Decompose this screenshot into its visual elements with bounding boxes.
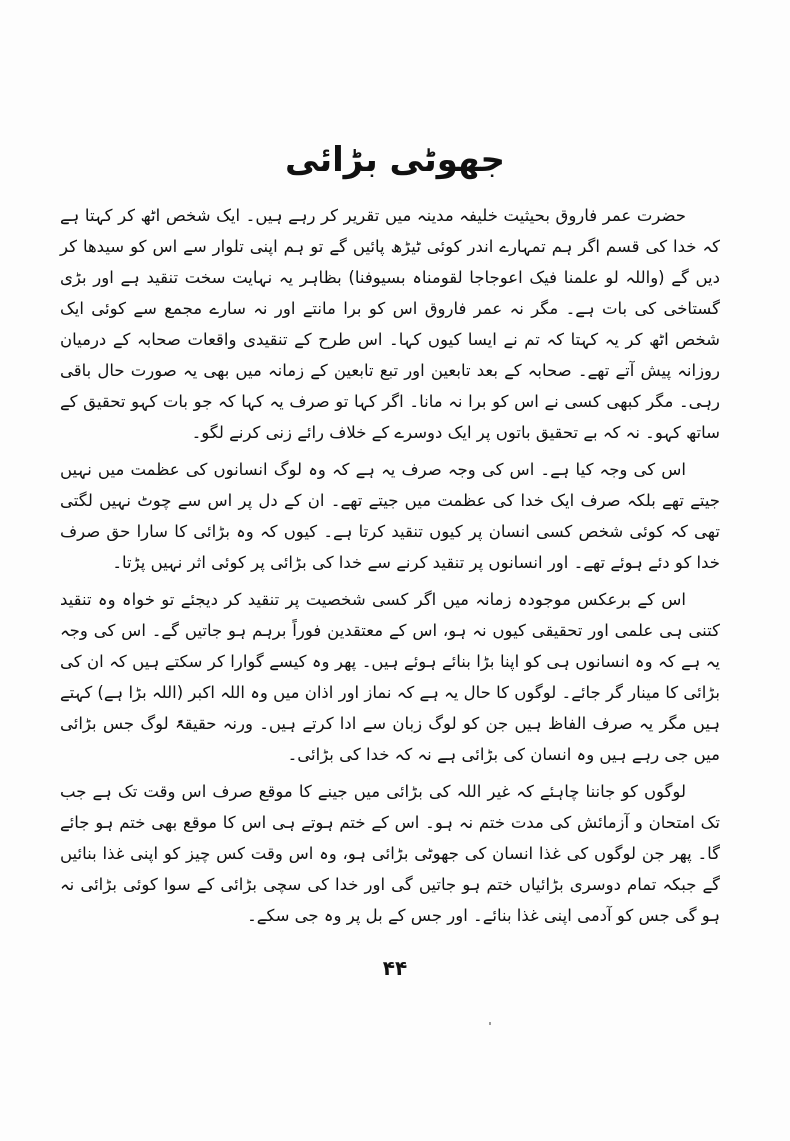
page-title: جھوٹی بڑائی — [284, 140, 505, 180]
paragraph: حضرت عمر فاروق بحیثیت خلیفہ مدینہ میں تقریر کر رہے ہیں۔ ایک شخص اٹھ کر کہتا ہے کہ خدا کی قسم اگر ہم تمہارے اندر کوئی ٹیڑھ پائیں گے تو ہم اپنی تلوار سے اس کو سیدھا کر دیں گے (واللہ لو علمنا فیک اعوجاجا لقومناہ بسیوفنا) بظاہر یہ نہایت سخت تنقید ہے اور بڑی گستاخی کی بات ہے۔ مگر نہ عمر فاروق اس کو برا مانتے اور نہ سارے مجمع سے کوئی ایک شخص اٹھ کر یہ کہتا کہ تم نے ایسا کیوں کہا۔ اس طرح کے تنقیدی واقعات صحابہ کے درمیان روزانہ پیش آتے تھے۔ صحابہ کے بعد تابعین اور تبع تابعین کے زمانہ میں بھی یہ صورت حال باقی رہی۔ مگر کبھی کسی نے اس کو برا نہ مانا۔ اگر کہا تو صرف یہ کہا کہ جو بات کہو تحقیق کے ساتھ کہو۔ نہ کہ بے تحقیق باتوں پر ایک دوسرے کے خلاف رائے زنی کرنے لگو۔ — [60, 206, 720, 442]
scan-speck — [489, 1022, 491, 1025]
paragraph: اس کی وجہ کیا ہے۔ اس کی وجہ صرف یہ ہے کہ وہ لوگ انسانوں کی عظمت میں نہیں جیتے تھے بلکہ صرف ایک خدا کی عظمت میں جیتے تھے۔ ان کے دل پر اس سے چوٹ نہیں لگتی تھی کہ کوئی شخص کسی انسان پر کیوں تنقید کرتا ہے۔ کیوں کہ وہ بڑائی کا سارا حق صرف خدا کو دئے ہوئے تھے۔ اور انسانوں پر تنقید کرنے سے خدا کی بڑائی پر کوئی اثر نہیں پڑتا۔ — [60, 460, 720, 572]
page-number: ۴۴ — [382, 956, 408, 980]
paragraph: اس کے برعکس موجودہ زمانہ میں اگر کسی شخصیت پر تنقید کر دیجئے تو خواہ وہ تنقید کتنی ہی علمی اور تحقیقی کیوں نہ ہو، اس کے معتقدین فوراً برہم ہو جاتیں گے۔ اس کی وجہ یہ ہے کہ وہ انسانوں ہی کو اپنا بڑا بنائے ہوئے ہیں۔ پھر وہ کیسے گوارا کر سکتے ہیں کہ ان کی بڑائی کا مینار گر جائے۔ لوگوں کا حال یہ ہے کہ نماز اور اذان میں وہ اللہ اکبر (اللہ بڑا ہے) کہتے ہیں مگر یہ صرف الفاظ ہیں جن کو لوگ زبان سے ادا کرتے ہیں۔ ورنہ حقیقۃً لوگ جس بڑائی میں جی رہے ہیں وہ انسان کی بڑائی ہے نہ کہ خدا کی بڑائی۔ — [60, 590, 720, 764]
article-body — [60, 200, 720, 937]
paragraph: لوگوں کو جاننا چاہئے کہ غیر اللہ کی بڑائی میں جینے کا موقع صرف اس وقت تک ہے جب تک امتحان و آزمائش کی مدت ختم نہ ہو۔ اس کے ختم ہوتے ہی اس کا موقع بھی ختم ہو جائے گا۔ پھر جن لوگوں کی غذا انسان کی جھوٹی بڑائی ہو، وہ اس وقت کس چیز کو اپنی غذا بنائیں گے جبکہ تمام دوسری بڑائیاں ختم ہو جاتیں گی اور خدا کی سچی بڑائی کے سوا کوئی بڑائی نہ ہو گی جس کو آدمی اپنی غذا بنائے۔ اور جس کے بل پر وہ جی سکے۔ — [60, 782, 720, 925]
